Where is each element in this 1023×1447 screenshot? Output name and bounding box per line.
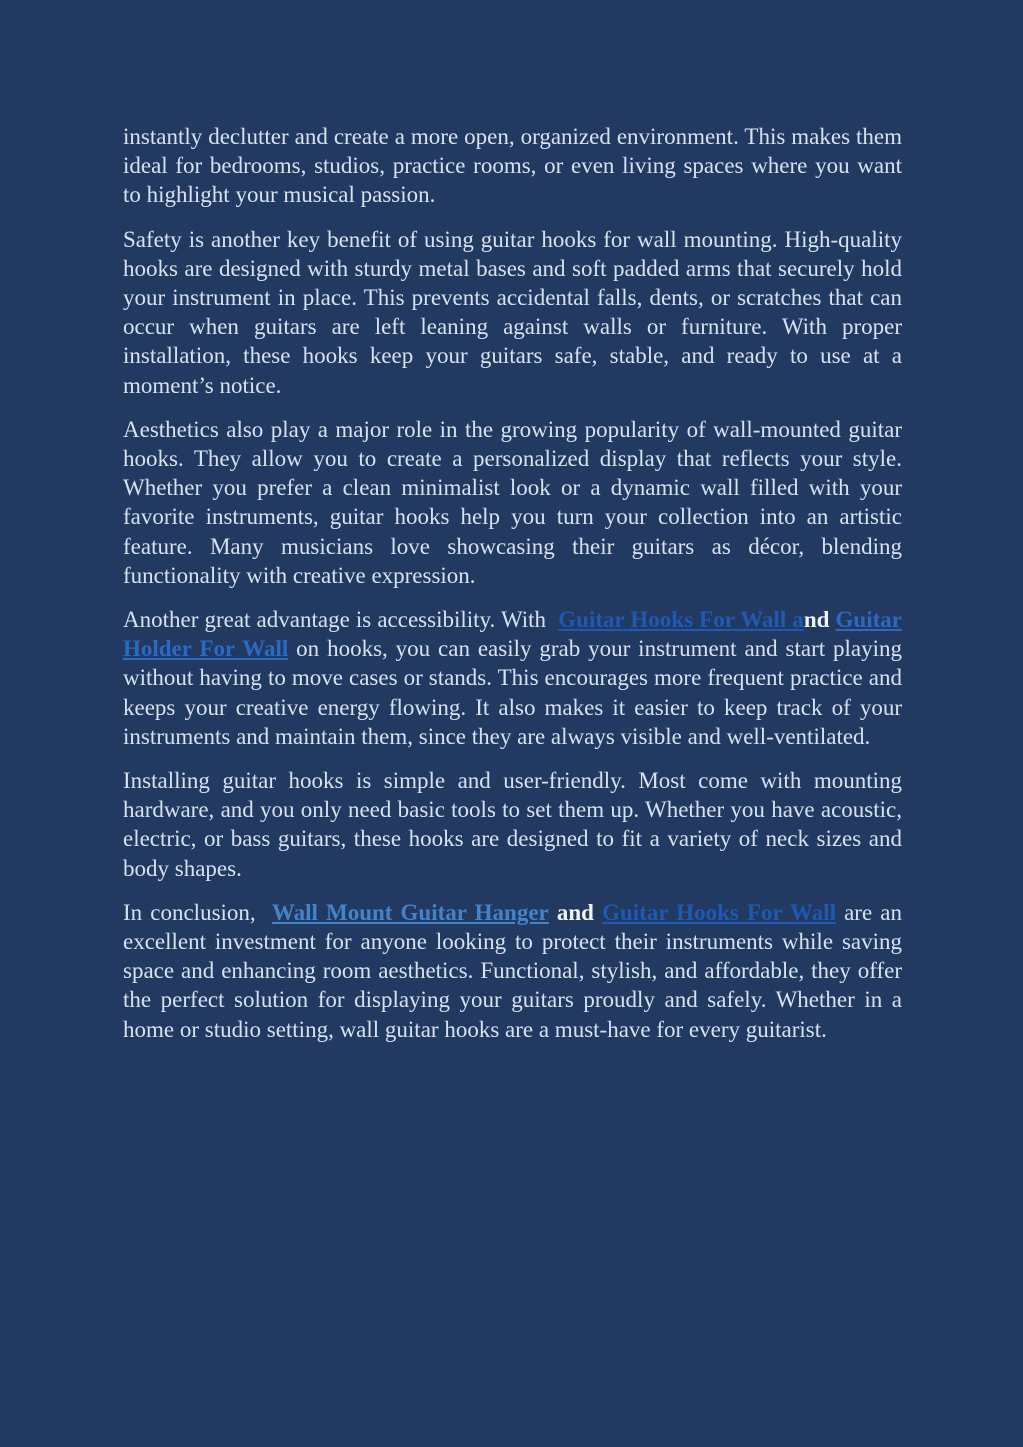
text-run: on hooks, you can easily grab your instrument and start playing without having to move cases or stands. This encourages more frequent practice and keeps your creative energy flowing. It also makes it easier to keep track of your instruments and maintain them, since they are always visible and well-ventilated. xyxy=(123,636,903,749)
paragraph-6 xyxy=(123,898,902,1044)
text-run: In conclusion, xyxy=(123,899,272,925)
text-run: Another great advantage is accessibility. With xyxy=(123,607,559,633)
bold-text: nd xyxy=(803,607,830,633)
text-content xyxy=(123,122,902,1059)
text-run: Installing guitar hooks is simple and user-friendly. Most come with mounting hardware, and you only need basic tools to set them up. Whether you have acoustic, electric, or bass guitars, these hooks are designed to fit a variety of neck sizes and body shapes. xyxy=(123,768,902,881)
text-run: Safety is another key benefit of using guitar hooks for wall mounting. High-quality hooks are designed with sturdy metal bases and soft padded arms that securely hold your instrument in place. This prevents accidental falls, dents, or scratches that can occur when guitars are left leaning against walls or furniture. With proper installation, these hooks keep your guitars safe, stable, and ready to use at a moment’s notice. xyxy=(123,226,902,398)
paragraph-5 xyxy=(123,766,902,883)
paragraph-2 xyxy=(123,225,902,400)
text-run: Aesthetics also play a major role in the growing popularity of wall-mounted guitar hooks. They allow you to create a personalized display that reflects your style. Whether you prefer a clean minimalist look or a dynamic wall filled with your favorite instruments, guitar hooks help you turn your collection into an artistic feature. Many musicians love showcasing their guitars as décor, blending functionality with creative expression. xyxy=(123,416,902,588)
text-run: instantly declutter and create a more open, organized environment. This makes them ideal for bedrooms, studios, practice rooms, or even living spaces where you want to highlight your musical passion. xyxy=(123,124,902,208)
paragraph-4 xyxy=(123,605,902,751)
text-run xyxy=(549,900,557,925)
hyperlink[interactable]: Guitar Hooks For Wall xyxy=(602,899,836,925)
text-run xyxy=(594,900,602,925)
hyperlink[interactable]: Wall Mount Guitar Hanger xyxy=(271,899,549,925)
paragraph-3 xyxy=(123,415,902,590)
hyperlink[interactable]: Guitar Hooks For Wall a xyxy=(558,607,804,633)
hyperlink[interactable]: Guitar Holder For Wall xyxy=(123,607,902,662)
bold-text: and xyxy=(556,899,594,925)
text-run: are an excellent investment for anyone looking to protect their instruments while saving space and enhancing room aesthetics. Functional, stylish, and affordable, they offer the perfect solution for displaying your guitars proudly and safely. Whether in a home or studio setting, wall guitar hooks are a must-have for every guitarist. xyxy=(123,899,902,1042)
paragraph-1 xyxy=(123,122,902,210)
